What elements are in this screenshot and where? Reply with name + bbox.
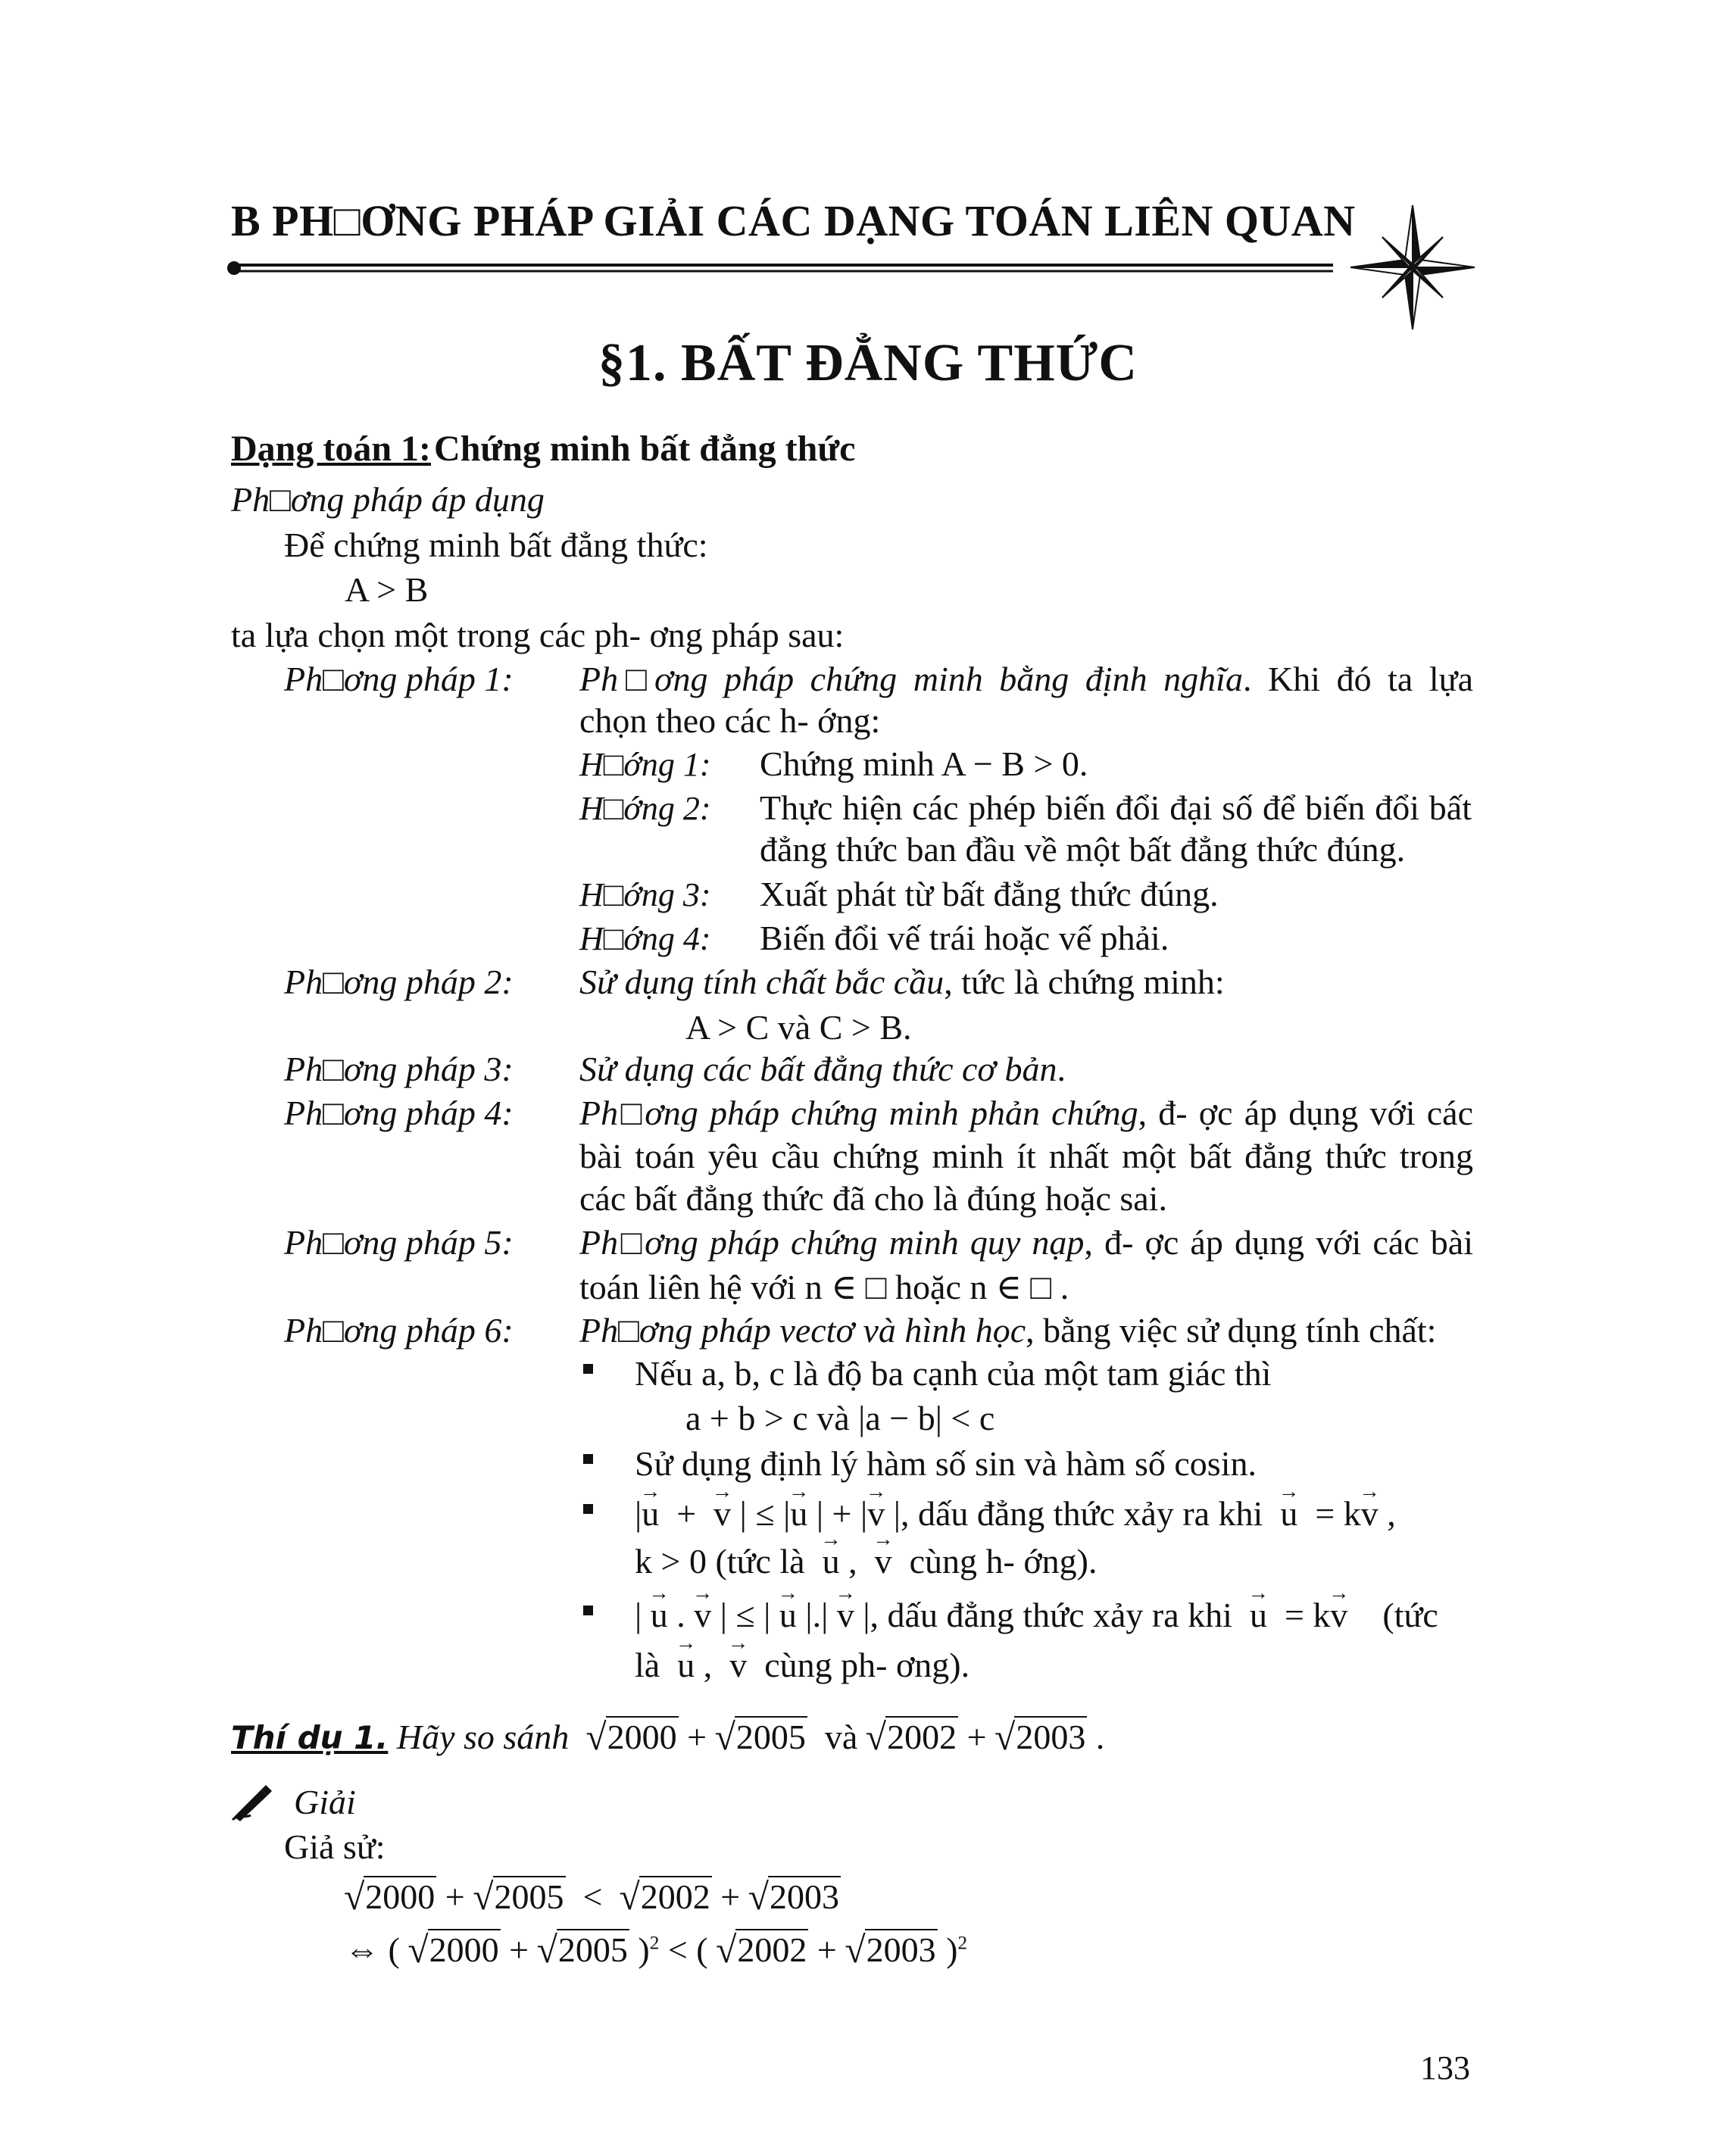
method-4-lead: Ph□ơng pháp chứng minh phản chứng (579, 1094, 1138, 1132)
page-number: 133 (1420, 2049, 1470, 2086)
bullet-3-line2-a: k > 0 (tức là (635, 1542, 805, 1581)
section-title: §1. BẤT ĐẲNG THỨC (598, 334, 1138, 392)
radicand: 2005 (557, 1930, 628, 1969)
bullet-4-tail: , dấu đẳng thức xảy ra khi (870, 1596, 1232, 1634)
bullet-3-tail: , dấu đẳng thức xảy ra khi (900, 1494, 1263, 1533)
example-va: và (824, 1718, 858, 1756)
method-6-rest: , bằng việc sử dụng tính chất: (1026, 1311, 1437, 1350)
radicand: 2002 (737, 1930, 807, 1969)
bullet-3-line1: |→ u + → v | ≤ |→ u | + |→ v |, dấu đẳng thức xảy ra khi → u = k→ v , (635, 1493, 1396, 1534)
method-5-rest: , đ- ợc áp dụng với các bài (1084, 1223, 1474, 1262)
method-2-rest: , tức là chứng minh: (944, 963, 1225, 1001)
method-heading: Ph□ơng pháp áp dụng (231, 480, 545, 519)
bullet-4-line2-a: là (635, 1646, 660, 1684)
method-3-text (579, 1049, 1066, 1089)
method-4-text (579, 1093, 1473, 1133)
method-choose: ta lựa chọn một trong các ph- ơng pháp sau: (231, 616, 845, 654)
target-inequality: A > B (345, 570, 429, 609)
method-4-line3: các bất đẳng thức đã cho là đúng hoặc sai. (579, 1179, 1167, 1218)
bullet-icon (583, 1364, 593, 1374)
bullet-4-line2-b: cùng ph- ơng). (764, 1646, 970, 1684)
method-4-rest: , đ- ợc áp dụng với các (1138, 1094, 1473, 1132)
direction-2-line1: Thực hiện các phép biến đổi đại số để biến đổi bất (760, 788, 1472, 827)
direction-3-label: H□ớng 3: (579, 876, 711, 913)
bullet-4-line2: là → u , → v cùng ph- ơng). (635, 1645, 969, 1685)
method-2-text (579, 962, 1225, 1002)
radicand: 2002 (887, 1718, 957, 1756)
compass-star-icon (1348, 203, 1477, 332)
problem-type-title: Chứng minh bất đẳng thức (434, 429, 856, 469)
radicand: 2000 (365, 1877, 436, 1916)
math-line-1: √ 2000 + √ 2005 < √ 2002 + √ 2003 (345, 1877, 841, 1917)
math-line-2: ⇔ ( √ 2000 + √ 2005 )$^2$ < ( √ 2002 + √ 2003 )$^2$ (345, 1930, 967, 1970)
bullet-icon (583, 1606, 593, 1615)
radicand: 2005 (735, 1718, 806, 1756)
chapter-heading: B PH□ƠNG PHÁP GIẢI CÁC DẠNG TOÁN LIÊN QUAN (231, 196, 1356, 245)
bullet-icon (583, 1454, 593, 1464)
radicand: 2000 (607, 1718, 677, 1756)
direction-4-text: Biến đổi vế trái hoặc vế phải. (760, 919, 1169, 957)
problem-type-heading (231, 428, 855, 470)
bullet-2-text: Sử dụng định lý hàm số sin và hàm số cosin. (635, 1444, 1257, 1483)
problem-type-label: Dạng toán 1: (231, 429, 432, 469)
direction-3-text: Xuất phát từ bất đẳng thức đúng. (760, 875, 1219, 913)
radicand: 2005 (494, 1877, 564, 1916)
bullet-1-line2: a + b > c và |a − b| < c (685, 1399, 995, 1437)
radicand: 2000 (429, 1930, 499, 1969)
bullet-3-line2: k > 0 (tức là → u , → v cùng h- ớng). (635, 1541, 1097, 1581)
direction-2-label: H□ớng 2: (579, 790, 711, 827)
radicand: 2003 (770, 1877, 840, 1916)
method-1-text (579, 659, 1473, 699)
method-3-lead: Sử dụng các bất đẳng thức cơ bản (579, 1050, 1057, 1088)
solution-heading: Giải (294, 1783, 356, 1821)
radicand: 2003 (1016, 1718, 1086, 1756)
radicand: 2003 (866, 1930, 936, 1969)
method-3-label: Ph□ơng pháp 3: (284, 1050, 514, 1088)
pen-writing-icon (231, 1783, 272, 1821)
method-5-line2: toán liên hệ với n ∈ □ hoặc n ∈ □ . (579, 1268, 1069, 1306)
method-5-lead: Ph□ơng pháp chứng minh quy nạp (579, 1223, 1085, 1262)
method-1-line2: chọn theo các h- ớng: (579, 701, 881, 740)
direction-4-label: H□ớng 4: (579, 920, 711, 957)
bullet-4-paren: (tức (1382, 1596, 1438, 1634)
example-label: Thí dụ 1. (231, 1719, 389, 1756)
method-1-rest: . Khi đó ta lựa (1242, 660, 1474, 698)
method-3-rest: . (1057, 1050, 1066, 1088)
example-prompt: Hãy so sánh (396, 1718, 570, 1756)
method-2-formula: A > C và C > B. (685, 1008, 912, 1047)
heading-rule (227, 261, 1333, 275)
bullet-3-line2-b: cùng h- ớng). (909, 1542, 1097, 1581)
bullet-1-line1: Nếu a, b, c là độ ba cạnh của một tam giác thì (635, 1354, 1272, 1393)
direction-1-label: H□ớng 1: (579, 746, 711, 783)
example-1-line: Thí dụ 1. Hãy so sánh √ 2000 + √ 2005 và √ 2002 + √ 2003 . (231, 1717, 1104, 1757)
method-5-text (579, 1222, 1473, 1262)
method-4-line2: bài toán yêu cầu chứng minh ít nhất một bất đẳng thức trong (579, 1137, 1473, 1175)
method-1-label: Ph□ơng pháp 1: (284, 660, 514, 698)
bullet-4-line1: | → u . → v | ≤ | → u |.| → v |, dấu đẳng thức xảy ra khi → u = k→ v (tức (635, 1595, 1438, 1635)
method-2-label: Ph□ơng pháp 2: (284, 963, 514, 1001)
method-2-lead: Sử dụng tính chất bắc cầu (579, 963, 944, 1001)
method-intro: Để chứng minh bất đẳng thức: (284, 526, 708, 564)
method-5-label: Ph□ơng pháp 5: (284, 1223, 514, 1262)
assume-text: Giả sử: (284, 1827, 386, 1866)
radicand: 2002 (640, 1877, 710, 1916)
direction-2-line2: đẳng thức ban đầu về một bất đẳng thức đúng. (760, 830, 1406, 869)
method-6-label: Ph□ơng pháp 6: (284, 1311, 514, 1350)
method-1-lead: Ph□ơng pháp chứng minh bằng định nghĩa (579, 660, 1243, 698)
direction-1-text: Chứng minh A − B > 0. (760, 744, 1088, 783)
bullet-icon (583, 1504, 593, 1514)
method-6-lead: Ph□ơng pháp vectơ và hình học (579, 1311, 1026, 1350)
method-6-text (579, 1310, 1436, 1350)
method-4-label: Ph□ơng pháp 4: (284, 1094, 514, 1132)
